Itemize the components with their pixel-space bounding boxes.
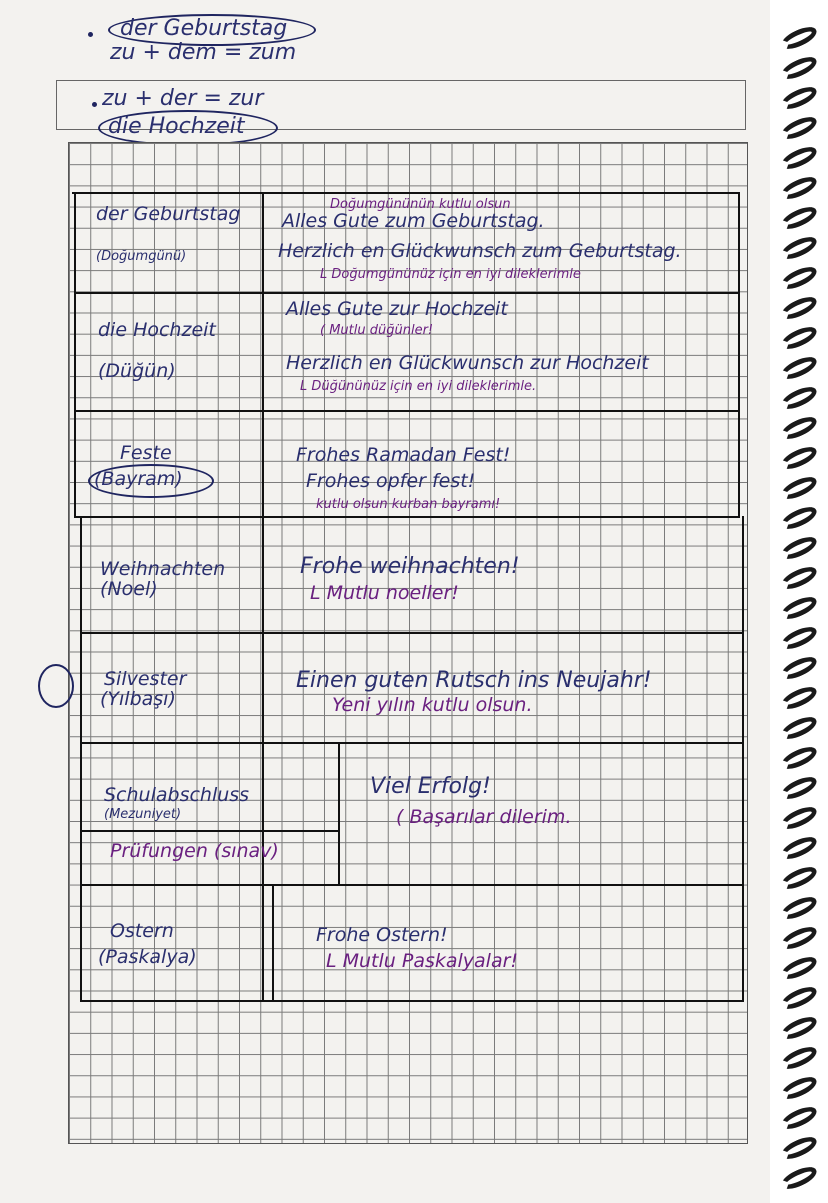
note-graduation-1: ( Başarılar dilerim.: [396, 806, 572, 828]
greeting-wedding-2: Herzlich en Glückwunsch zur Hochzeit: [286, 352, 649, 374]
spiral-ring: [778, 953, 819, 984]
note-birthday-top: Doğumgününün kutlu olsun: [330, 197, 511, 212]
term-birthday: der Geburtstag: [96, 203, 241, 225]
spiral-ring: [778, 563, 819, 594]
note-birthday-2: L Doğumgününüz için en iyi dileklerimle: [320, 267, 581, 282]
table-row-line: [74, 292, 740, 294]
table-border: [74, 192, 76, 516]
spiral-ring: [778, 413, 819, 444]
note-newyear-1: Yeni yılın kutlu olsun.: [332, 694, 533, 716]
spiral-ring: [778, 1133, 819, 1164]
header-line4: die Hochzeit: [108, 114, 245, 139]
spiral-ring: [778, 683, 819, 714]
spiral-ring: [778, 1073, 819, 1104]
spiral-ring: [778, 1103, 819, 1134]
term-newyear: Silvester: [104, 668, 187, 690]
spiral-ring: [778, 653, 819, 684]
spiral-ring: [778, 863, 819, 894]
spiral-ring: [778, 203, 819, 234]
spiral-ring: [778, 713, 819, 744]
spiral-ring: [778, 383, 819, 414]
table-border: [72, 192, 740, 194]
spiral-ring: [778, 173, 819, 204]
spiral-ring: [778, 233, 819, 264]
spiral-ring: [778, 473, 819, 504]
term-exams: Prüfungen (sınav): [110, 840, 279, 862]
header-line1: der Geburtstag: [120, 16, 288, 41]
term-christmas: Weihnachten: [100, 558, 226, 580]
spiral-ring: [778, 983, 819, 1014]
spiral-ring: [778, 773, 819, 804]
greeting-easter-1: Frohe Ostern!: [316, 924, 448, 946]
term-wedding: die Hochzeit: [98, 319, 216, 341]
spiral-ring: [778, 353, 819, 384]
greeting-christmas-1: Frohe weihnachten!: [300, 554, 520, 579]
translation-wedding: (Düğün): [98, 360, 176, 382]
table-divider: [338, 742, 340, 884]
greeting-feasts-1: Frohes Ramadan Fest!: [296, 444, 511, 466]
translation-easter: (Paskalya): [98, 946, 197, 968]
spiral-ring: [778, 293, 819, 324]
header-line2: zu + dem = zum: [110, 40, 297, 65]
greeting-graduation-1: Viel Erfolg!: [370, 774, 491, 799]
spiral-ring: [778, 323, 819, 354]
table-row-line: [74, 516, 740, 518]
greeting-birthday-2: Herzlich en Glückwunsch zum Geburtstag.: [278, 240, 682, 262]
bullet: [88, 32, 93, 37]
spiral-binding: [770, 0, 828, 1203]
spiral-ring: [778, 923, 819, 954]
bullet: [92, 102, 97, 107]
table-divider: [272, 884, 274, 1002]
spiral-ring: [778, 1043, 819, 1074]
spiral-ring: [778, 593, 819, 624]
circled-x-mark: [38, 664, 74, 708]
table-row-line: [80, 632, 744, 634]
spiral-ring: [778, 53, 819, 84]
term-feasts: Feste: [120, 442, 172, 464]
spiral-ring: [778, 743, 819, 774]
spiral-ring: [778, 143, 819, 174]
translation-graduation: (Mezuniyet): [104, 807, 182, 822]
translation-birthday: (Doğumgünü): [96, 249, 187, 264]
translation-newyear: (Yılbaşı): [100, 688, 176, 710]
table-border: [738, 192, 740, 518]
table-border: [80, 516, 82, 1002]
spiral-ring: [778, 83, 819, 114]
spiral-ring: [778, 803, 819, 834]
table-border: [742, 516, 744, 1002]
greeting-feasts-2: Frohes opfer fest!: [306, 470, 476, 492]
header-line3: zu + der = zur: [102, 86, 264, 111]
note-wedding-2: L Düğününüz için en iyi dileklerimle.: [300, 379, 537, 394]
spiral-ring: [778, 23, 819, 54]
table-row-line: [80, 742, 744, 744]
greeting-newyear-1: Einen guten Rutsch ins Neujahr!: [296, 668, 652, 693]
spiral-ring: [778, 263, 819, 294]
term-easter: Ostern: [110, 920, 174, 942]
circle-mark: [88, 464, 214, 498]
translation-christmas: (Noel): [100, 578, 158, 600]
table-row-line: [82, 830, 338, 832]
spiral-ring: [778, 1013, 819, 1044]
note-christmas-1: L Mutlu noeller!: [310, 582, 459, 604]
spiral-ring: [778, 1163, 819, 1194]
spiral-ring: [778, 833, 819, 864]
greeting-birthday-1: Alles Gute zum Geburtstag.: [282, 210, 545, 232]
table-border: [80, 1000, 744, 1002]
table-row-line: [80, 884, 744, 886]
term-graduation: Schulabschluss: [104, 784, 250, 806]
translation-feasts: (Bayram): [94, 468, 183, 490]
spiral-ring: [778, 623, 819, 654]
spiral-ring: [778, 893, 819, 924]
note-feasts-1: kutlu olsun kurban bayramı!: [316, 497, 501, 512]
note-wedding-1: ( Mutlu düğünler!: [320, 323, 434, 338]
spiral-ring: [778, 113, 819, 144]
spiral-ring: [778, 443, 819, 474]
spiral-ring: [778, 533, 819, 564]
note-easter-1: L Mutlu Paskalyalar!: [326, 950, 519, 972]
table-divider: [262, 192, 264, 1002]
greeting-wedding-1: Alles Gute zur Hochzeit: [286, 298, 508, 320]
table-row-line: [74, 410, 740, 412]
spiral-ring: [778, 503, 819, 534]
